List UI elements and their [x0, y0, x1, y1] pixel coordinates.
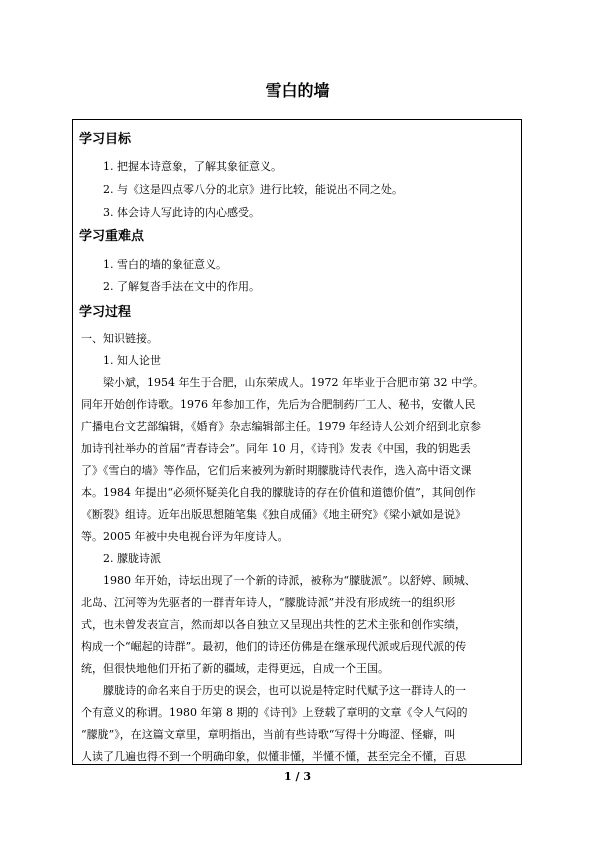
process-line: 构成一个“崛起的诗群”。最初，他们的诗还仿佛是在继承现代派或后现代派的传 — [81, 640, 467, 653]
key-points-heading: 学习重难点 — [79, 229, 145, 244]
key-point-item: 2. 了解复沓手法在文中的作用。 — [103, 280, 260, 293]
process-line: 朦胧诗的命名来自于历史的误会，也可以说是特定时代赋予这一群诗人的一 — [103, 684, 466, 697]
process-line: 统，但很快地他们开拓了新的疆域，走得更远，自成一个王国。 — [81, 662, 389, 675]
goal-item: 3. 体会诗人写此诗的内心感受。 — [103, 206, 260, 219]
process-heading: 学习过程 — [79, 305, 132, 320]
goal-item: 2. 与《这是四点零八分的北京》进行比较，能说出不同之处。 — [103, 183, 403, 196]
page-number: 1 / 3 — [284, 770, 311, 783]
process-line: 式，也未曾发表宣言，然而却以各自独立又呈现出共性的艺术主张和创作实绩， — [81, 618, 466, 631]
process-line: 人读了几遍也得不到一个明确印象，似懂非懂，半懂不懂，甚至完全不懂，百思 — [81, 750, 466, 763]
process-line: 梁小斌，1954 年生于合肥，山东荣成人。1972 年毕业于合肥市第 32 中学。 — [103, 376, 484, 389]
process-line: 一、知识链接。 — [81, 332, 158, 345]
process-line: “朦胧”》，在这篇文章里，章明指出，当前有些诗歌“写得十分晦涩、怪癖，叫 — [81, 728, 456, 741]
content-table — [72, 119, 522, 765]
process-line: 2. 朦胧诗派 — [103, 552, 161, 565]
process-line: 1. 知人论世 — [103, 354, 161, 367]
process-line: 1980 年开始，诗坛出现了一个新的诗派，被称为“朦胧派”。以舒婷、顾城、 — [103, 574, 476, 587]
process-line: 同年开始创作诗歌。1976 年参加工作，先后为合肥制药厂工人、秘书，安徽人民 — [81, 398, 476, 411]
process-line: 本。1984 年提出“必须怀疑美化自我的朦胧诗的存在价值和道德价值”，其间创作 — [81, 486, 476, 499]
process-line: 《断裂》组诗。近年出版思想随笔集《独自成俑》《地主研究》《梁小斌如是说》 — [81, 508, 466, 521]
document-title: 雪白的墙 — [265, 81, 330, 100]
goals-heading: 学习目标 — [79, 132, 132, 147]
process-line: 北岛、江河等为先驱者的一群青年诗人，“朦胧诗派”并没有形成统一的组织形 — [81, 596, 456, 609]
process-line: 加诗刊社举办的首届“青春诗会”。同年 10 月，《诗刊》发表《中国，我的钥匙丢 — [81, 442, 471, 455]
goal-item: 1. 把握本诗意象，了解其象征意义。 — [103, 160, 282, 173]
key-point-item: 1. 雪白的墙的象征意义。 — [103, 258, 227, 271]
process-line: 等。2005 年被中央电视台评为年度诗人。 — [81, 530, 289, 543]
process-line: 个有意义的称谓。1980 年第 8 期的《诗刊》上登载了章明的文章《令人气闷的 — [81, 706, 468, 719]
process-line: 广播电台文艺部编辑，《婚育》杂志编辑部主任。1979 年经诗人公刘介绍到北京参 — [81, 420, 481, 433]
process-line: 了》《雪白的墙》等作品，它们后来被列为新时期朦胧诗代表作，选入高中语文课 — [81, 464, 472, 477]
